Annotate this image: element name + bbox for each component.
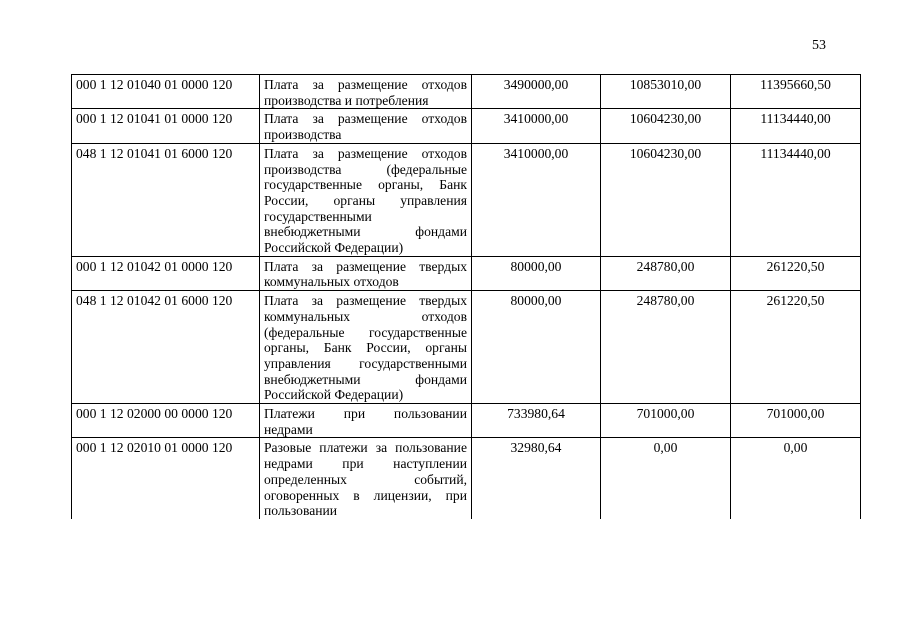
budget-code-cell: 048 1 12 01041 01 6000 120 [72,143,260,256]
table-row [72,438,861,519]
amount-year-3-cell: 11134440,00 [731,109,861,143]
amount-year-1-cell: 80000,00 [472,291,601,404]
table-row [72,143,861,256]
revenue-name-cell: Плата за размещение твердых коммунальных отходов (федеральные государственные органы, Банк России, органы управления государственными внебюджетными фондами Российской Федерации) [260,291,472,404]
amount-year-2-cell: 10604230,00 [601,143,731,256]
amount-year-3-cell: 11134440,00 [731,143,861,256]
amount-year-3-cell: 0,00 [731,438,861,519]
amount-year-2-cell: 701000,00 [601,404,731,438]
amount-year-1-cell: 32980,64 [472,438,601,519]
amount-year-3-cell: 261220,50 [731,291,861,404]
revenue-name-cell: Плата за размещение отходов производства (федеральные государственные органы, Банк России, органы управления государственными внебюджетными фондами Российской Федерации) [260,143,472,256]
budget-code-cell: 000 1 12 01041 01 0000 120 [72,109,260,143]
amount-year-2-cell: 0,00 [601,438,731,519]
budget-code-cell: 000 1 12 02010 01 0000 120 [72,438,260,519]
amount-year-2-cell: 248780,00 [601,256,731,290]
amount-year-1-cell: 3490000,00 [472,75,601,109]
table-row [72,291,861,404]
revenue-name-cell: Плата за размещение отходов производства [260,109,472,143]
amount-year-3-cell: 261220,50 [731,256,861,290]
table-row [72,256,861,290]
amount-year-2-cell: 10604230,00 [601,109,731,143]
table-row [72,75,861,109]
amount-year-2-cell: 10853010,00 [601,75,731,109]
revenue-name-text: Разовые платежи за пользование недрами при наступлении определенных событий, оговоренных в лицензии, при пользовании [264,440,467,519]
amount-year-3-cell: 701000,00 [731,404,861,438]
amount-year-1-cell: 3410000,00 [472,143,601,256]
amount-year-1-cell: 80000,00 [472,256,601,290]
budget-code-cell: 048 1 12 01042 01 6000 120 [72,291,260,404]
table-row [72,404,861,438]
amount-year-1-cell: 3410000,00 [472,109,601,143]
revenue-name-cell: Платежи при пользовании недрами [260,404,472,438]
amount-year-3-cell: 11395660,50 [731,75,861,109]
amount-year-1-cell: 733980,64 [472,404,601,438]
budget-revenue-table [71,74,861,519]
budget-code-cell: 000 1 12 01040 01 0000 120 [72,75,260,109]
revenue-name-cell [260,438,472,519]
budget-code-cell: 000 1 12 01042 01 0000 120 [72,256,260,290]
revenue-name-cell: Плата за размещение отходов производства и потребления [260,75,472,109]
page-number: 53 [812,38,826,53]
amount-year-2-cell: 248780,00 [601,291,731,404]
budget-code-cell: 000 1 12 02000 00 0000 120 [72,404,260,438]
table-row [72,109,861,143]
revenue-name-cell: Плата за размещение твердых коммунальных отходов [260,256,472,290]
